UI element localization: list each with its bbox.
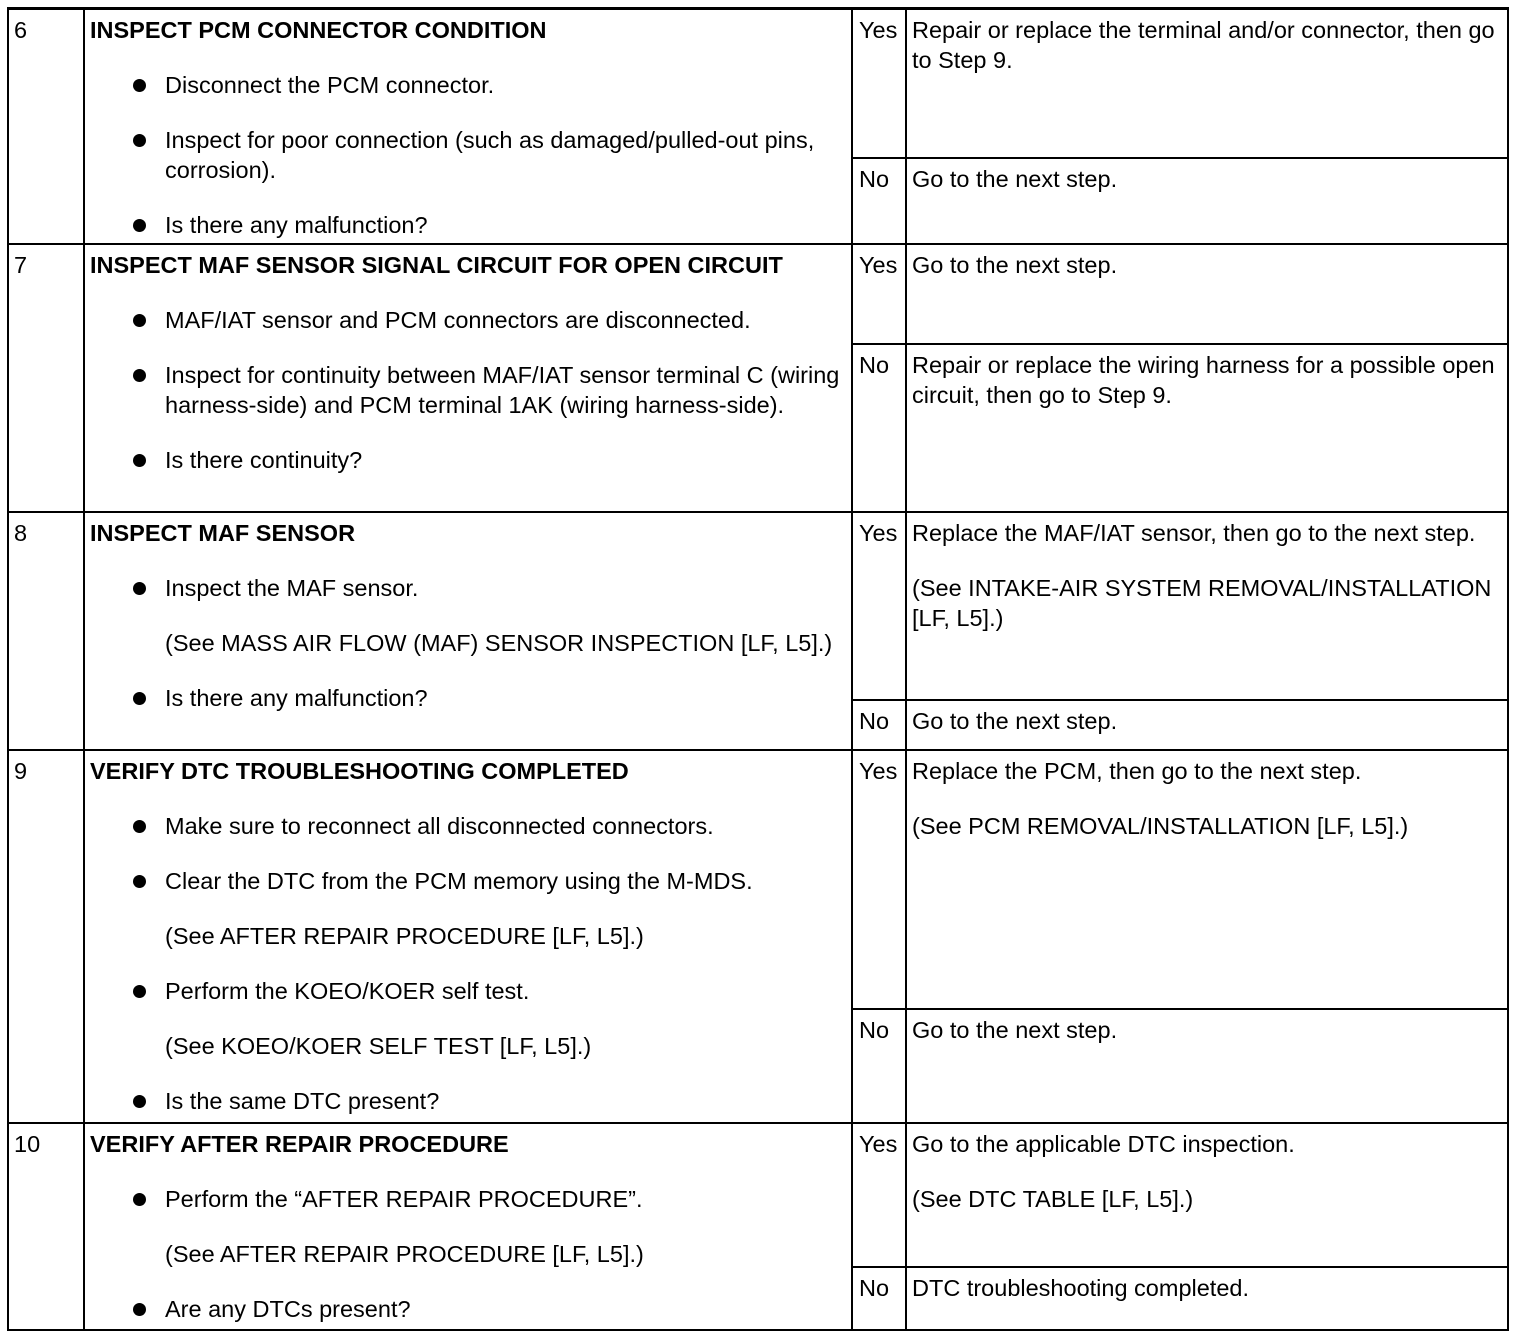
yes-result-cell	[906, 9, 1508, 158]
instruction-item: Are any DTCs present?	[90, 1294, 846, 1324]
step-action-cell	[84, 9, 852, 244]
step-number: 6	[8, 9, 84, 244]
step-instruction-list	[90, 811, 846, 1116]
instruction-item: Make sure to reconnect all disconnected connectors.	[90, 811, 846, 841]
yes-result-cell	[906, 750, 1508, 1009]
yes-label: Yes	[852, 9, 906, 158]
instruction-item: Clear the DTC from the PCM memory using the M-MDS.	[90, 866, 846, 896]
instruction-item: Is there continuity?	[90, 445, 846, 475]
step-row-8	[8, 512, 1508, 700]
reference-note: (See MASS AIR FLOW (MAF) SENSOR INSPECTION [LF, L5].)	[165, 629, 833, 656]
yes-result-text: (See DTC TABLE [LF, L5].)	[912, 1185, 1194, 1212]
no-result-cell	[906, 158, 1508, 244]
no-label: No	[852, 1009, 906, 1123]
yes-result-text: (See INTAKE-AIR SYSTEM REMOVAL/INSTALLATION [LF, L5].)	[912, 574, 1492, 631]
step-instruction-list	[90, 70, 846, 240]
step-row-9	[8, 750, 1508, 1009]
step-number: 7	[8, 244, 84, 512]
no-result-text: Go to the next step.	[912, 1016, 1118, 1043]
instruction-item: Is the same DTC present?	[90, 1086, 846, 1116]
no-result-cell	[906, 700, 1508, 750]
step-number: 10	[8, 1123, 84, 1330]
no-result-text: Go to the next step.	[912, 707, 1118, 734]
yes-label: Yes	[852, 1123, 906, 1267]
no-result-cell	[906, 344, 1508, 512]
step-row-7	[8, 244, 1508, 344]
instruction-item: MAF/IAT sensor and PCM connectors are disconnected.	[90, 305, 846, 335]
instruction-item: Perform the KOEO/KOER self test.	[90, 976, 846, 1006]
instruction-item: Inspect for poor connection (such as damaged/pulled-out pins, corrosion).	[90, 125, 846, 185]
no-label: No	[852, 158, 906, 244]
instruction-item: Is there any malfunction?	[90, 683, 846, 713]
step-title: INSPECT MAF SENSOR SIGNAL CIRCUIT FOR OPEN CIRCUIT	[90, 251, 783, 278]
no-label: No	[852, 1267, 906, 1330]
step-number: 9	[8, 750, 84, 1123]
yes-label: Yes	[852, 750, 906, 1009]
step-row-6	[8, 9, 1508, 158]
no-result-text: Go to the next step.	[912, 165, 1118, 192]
no-result-text: DTC troubleshooting completed.	[912, 1274, 1250, 1301]
yes-result-cell	[906, 512, 1508, 700]
reference-note: (See AFTER REPAIR PROCEDURE [LF, L5].)	[165, 922, 644, 949]
yes-result-text: (See PCM REMOVAL/INSTALLATION [LF, L5].)	[912, 812, 1409, 839]
no-label: No	[852, 700, 906, 750]
yes-label: Yes	[852, 512, 906, 700]
reference-note: (See AFTER REPAIR PROCEDURE [LF, L5].)	[165, 1240, 644, 1267]
reference-note: (See KOEO/KOER SELF TEST [LF, L5].)	[165, 1032, 592, 1059]
step-action-cell	[84, 512, 852, 750]
step-title: VERIFY AFTER REPAIR PROCEDURE	[90, 1130, 509, 1157]
step-number: 8	[8, 512, 84, 750]
step-instruction-list	[90, 573, 846, 713]
no-label: No	[852, 344, 906, 512]
no-result-text: Repair or replace the wiring harness for a possible open circuit, then go to Step 9.	[912, 351, 1495, 408]
step-action-cell	[84, 750, 852, 1123]
no-result-cell	[906, 1267, 1508, 1330]
yes-label: Yes	[852, 244, 906, 344]
yes-result-text: Go to the next step.	[912, 251, 1118, 278]
instruction-item: Inspect the MAF sensor.	[90, 573, 846, 603]
step-instruction-list	[90, 305, 846, 475]
step-title: VERIFY DTC TROUBLESHOOTING COMPLETED	[90, 757, 629, 784]
yes-result-text: Repair or replace the terminal and/or connector, then go to Step 9.	[912, 17, 1495, 73]
yes-result-text: Replace the MAF/IAT sensor, then go to the next step.	[912, 519, 1476, 546]
step-title: INSPECT PCM CONNECTOR CONDITION	[90, 17, 547, 43]
no-result-cell	[906, 1009, 1508, 1123]
step-title: INSPECT MAF SENSOR	[90, 519, 356, 546]
step-instruction-list	[90, 1184, 846, 1324]
yes-result-text: Replace the PCM, then go to the next step.	[912, 757, 1362, 784]
yes-result-cell	[906, 1123, 1508, 1267]
instruction-item: Is there any malfunction?	[90, 210, 846, 240]
step-row-10	[8, 1123, 1508, 1267]
yes-result-text: Go to the applicable DTC inspection.	[912, 1130, 1295, 1157]
yes-result-cell	[906, 244, 1508, 344]
step-action-cell	[84, 244, 852, 512]
troubleshooting-table-body	[8, 9, 1508, 1330]
instruction-item: Disconnect the PCM connector.	[90, 70, 846, 100]
instruction-item: Inspect for continuity between MAF/IAT sensor terminal C (wiring harness-side) and PCM terminal 1AK (wiring harness-side).	[90, 360, 846, 420]
step-action-cell	[84, 1123, 852, 1330]
troubleshooting-table	[7, 7, 1509, 1331]
instruction-item: Perform the “AFTER REPAIR PROCEDURE”.	[90, 1184, 846, 1214]
